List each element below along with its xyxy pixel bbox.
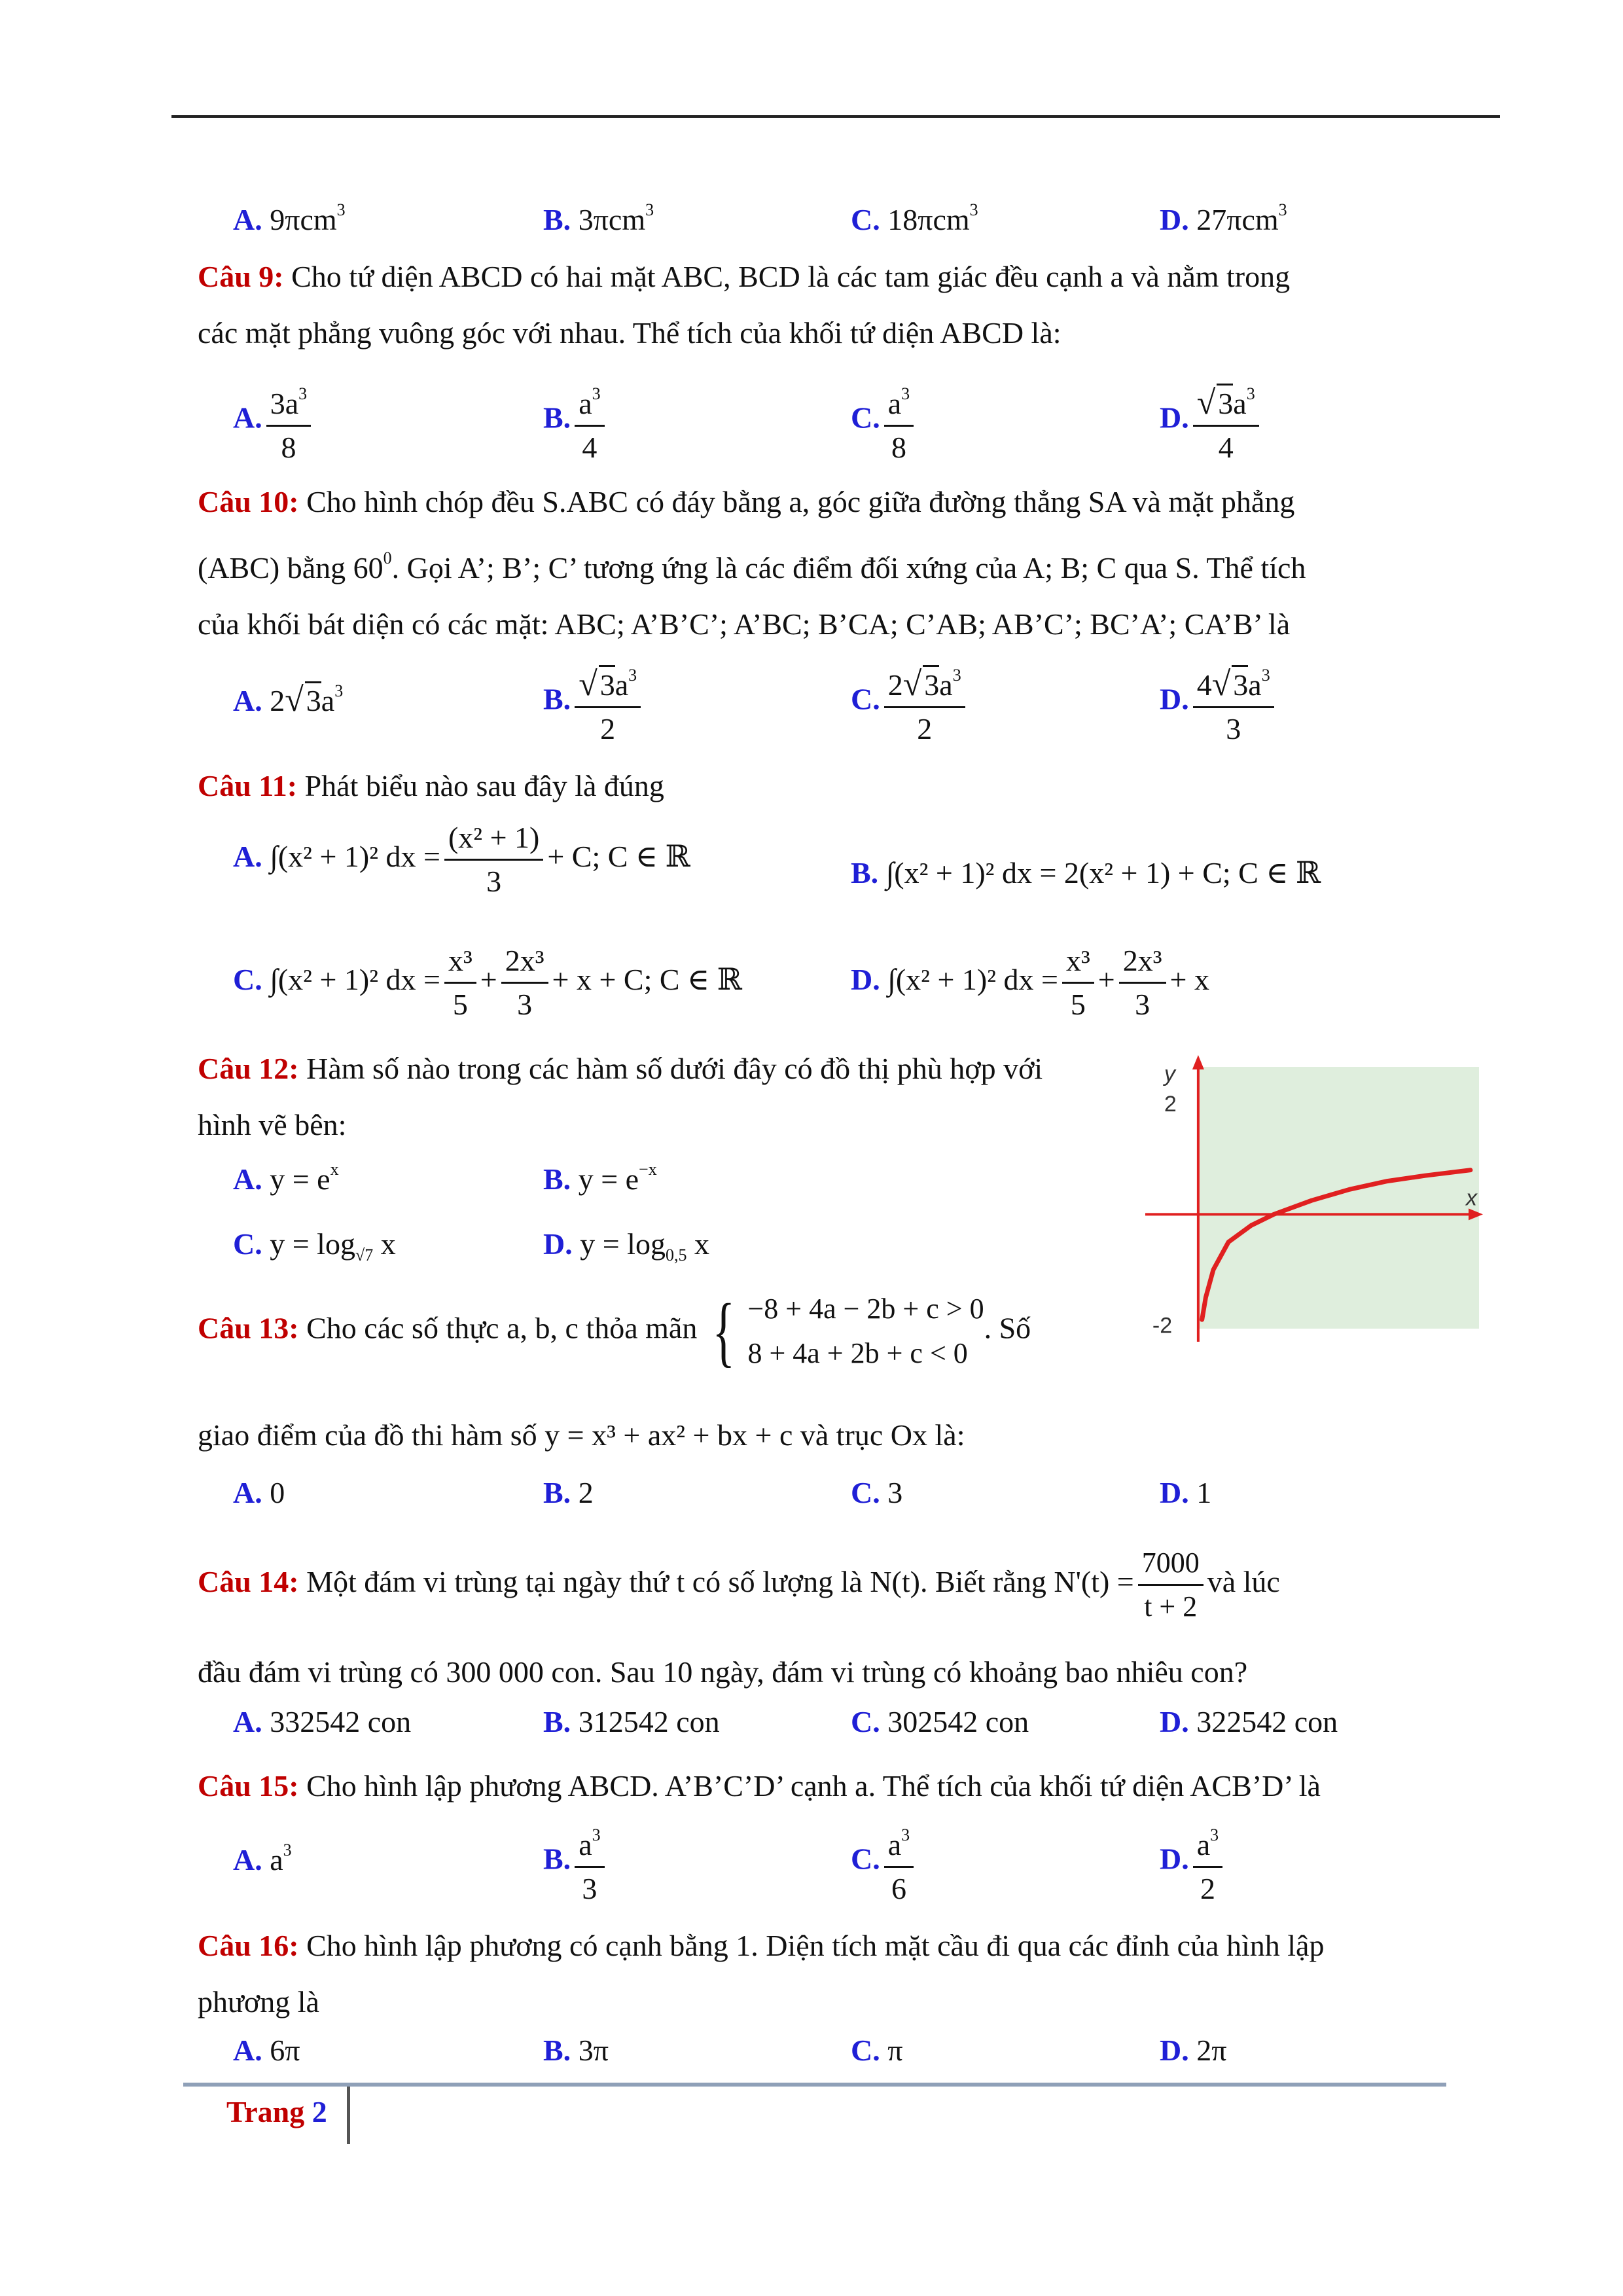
inequality-1: −8 + 4a − 2b + c > 0 [747, 1293, 984, 1325]
option-label: B. [543, 682, 571, 716]
denominator: 2 [1200, 1872, 1215, 1905]
option-value: 6π [270, 2034, 300, 2067]
q10-option-a[interactable] [233, 681, 343, 719]
option-label: B. [543, 1705, 571, 1738]
option-label: A. [233, 203, 262, 236]
question-label: Câu 10: [198, 485, 299, 518]
subscript: 0,5 [665, 1246, 687, 1265]
plot-background [1198, 1067, 1479, 1329]
q8-option-d[interactable] [1160, 200, 1287, 237]
q16-option-b[interactable] [543, 2033, 609, 2068]
tail: a [939, 668, 953, 702]
q11-option-a[interactable] [233, 819, 690, 900]
function-graph [1145, 1054, 1486, 1342]
exponent: 3 [1246, 384, 1255, 403]
option-label: D. [1160, 2034, 1189, 2067]
option-value: a [270, 1843, 283, 1876]
question-10 [198, 474, 1441, 653]
option-label: A. [233, 1476, 262, 1509]
fraction [1119, 942, 1166, 1023]
q8-option-b[interactable] [543, 200, 654, 237]
radicand: 3 [1217, 384, 1233, 422]
q12-option-d[interactable] [543, 1227, 709, 1265]
q9-option-d[interactable] [1160, 376, 1263, 466]
option-value: 2 [578, 1476, 594, 1509]
q8-option-a[interactable] [233, 200, 346, 237]
fraction [884, 1817, 914, 1907]
q13-option-a[interactable] [233, 1475, 285, 1510]
q14-option-a[interactable] [233, 1704, 411, 1739]
question-label: Câu 14: [198, 1565, 299, 1599]
q12-option-b[interactable] [543, 1160, 657, 1196]
page-word: Trang [226, 2095, 305, 2128]
option-value: 2π [1196, 2034, 1227, 2067]
page-digit: 2 [312, 2095, 327, 2128]
q10-option-d[interactable] [1160, 657, 1278, 747]
exponent: 3 [592, 1825, 601, 1844]
q9-line1 [198, 249, 1441, 305]
numerator: a [579, 1828, 592, 1861]
denominator: 5 [452, 988, 468, 1021]
denominator: 3 [517, 988, 533, 1021]
option-value: 302542 con [887, 1705, 1029, 1738]
integral: ∫(x² + 1)² dx = [885, 856, 1057, 889]
q13-option-b[interactable] [543, 1475, 594, 1510]
denominator: 5 [1070, 988, 1086, 1021]
option-value: y = e [270, 1162, 330, 1196]
numerator: 3a [270, 387, 299, 420]
fraction [1193, 376, 1259, 466]
numerator: x³ [444, 942, 476, 984]
rhs: 2(x² + 1) + C; C ∈ ℝ [1063, 856, 1321, 889]
question-15 [198, 1758, 1441, 1814]
denominator: 3 [486, 865, 502, 898]
q15-option-c[interactable] [851, 1817, 918, 1907]
radicand: 3 [599, 665, 615, 704]
y-axis-label: y [1164, 1062, 1175, 1086]
q15-option-b[interactable] [543, 1817, 609, 1907]
tail: a [321, 684, 335, 717]
exponent: 3 [283, 1840, 292, 1859]
numerator: a [887, 387, 902, 420]
q16-option-d[interactable] [1160, 2033, 1226, 2068]
numerator: 7000 [1138, 1545, 1204, 1586]
q13-option-c[interactable] [851, 1475, 902, 1510]
exponent: 3 [334, 681, 344, 700]
header-rule [171, 115, 1500, 118]
option-label: A. [233, 1705, 262, 1738]
option-label: C. [233, 963, 262, 997]
subscript: √7 [355, 1246, 374, 1265]
numerator: a [1196, 1828, 1211, 1861]
q10-option-b[interactable] [543, 657, 645, 747]
q16-line2: phương là [198, 1985, 319, 2018]
question-text: Cho hình lập phương có cạnh bằng 1. Diện tích mặt cầu đi qua các đỉnh của hình lập [306, 1929, 1325, 1962]
fraction [884, 376, 914, 466]
question-label: Câu 13: [198, 1311, 299, 1345]
fraction [1138, 1545, 1204, 1625]
option-value: 27πcm [1196, 203, 1279, 236]
option-value: 3πcm [578, 203, 646, 236]
question-text: Cho các số thực a, b, c thỏa mãn [306, 1311, 698, 1345]
option-label: D. [1160, 1476, 1189, 1509]
q10-line3: của khối bát diện có các mặt: ABC; A’B’C’; A’BC; B’CA; C’AB; AB’C’; BC’A’; CA’B’ là [198, 607, 1291, 641]
exponent: x [330, 1160, 339, 1179]
fraction [1193, 1817, 1222, 1907]
q11-option-c[interactable]: C. ∫(x² + 1)² dx = $\frac{\text{x³}}{5}$ + $\frac{\text{2x³}}{3}$ + x + C; C ∈ ℝ [233, 942, 742, 1023]
fraction [501, 942, 548, 1023]
page-number [226, 2094, 327, 2129]
tail: x [373, 1227, 396, 1261]
question-12 [198, 1041, 1140, 1153]
option-value: 1 [1196, 1476, 1212, 1509]
sqrt-icon: √ [285, 681, 304, 719]
option-label: C. [851, 1705, 880, 1738]
footer-separator [347, 2087, 350, 2144]
exponent: 3 [592, 384, 601, 403]
exponent: 3 [1261, 666, 1270, 685]
integral: ∫(x² + 1)² dx = [887, 963, 1058, 997]
option-value: π [887, 2034, 903, 2067]
option-label: A. [233, 1162, 262, 1196]
exponent: 3 [901, 384, 910, 403]
radicand: 3 [1232, 665, 1248, 704]
denominator: 3 [1226, 712, 1241, 745]
question-14 [198, 1545, 1441, 1625]
q13-option-d[interactable] [1160, 1475, 1211, 1510]
question-label: Câu 12: [198, 1052, 299, 1085]
option-label: D. [1160, 203, 1189, 236]
inequality-2: 8 + 4a + 2b + c < 0 [747, 1337, 968, 1369]
question-label: Câu 9: [198, 260, 284, 293]
option-value: 18πcm [887, 203, 970, 236]
option-label: D. [1160, 682, 1189, 716]
option-value: y = log [580, 1227, 666, 1261]
question-13 [198, 1287, 1153, 1376]
inequality-system [747, 1287, 984, 1376]
numerator: 2x³ [501, 942, 548, 984]
tail: a [1248, 668, 1262, 702]
fraction [1193, 657, 1274, 747]
x-axis-label: x [1466, 1185, 1477, 1211]
q12-line2: hình vẽ bên: [198, 1108, 347, 1141]
option-label: A. [233, 684, 262, 717]
question-text: . Số [984, 1311, 1031, 1345]
option-value: 3π [578, 2034, 609, 2067]
q14-line2: đầu đám vi trùng có 300 000 con. Sau 10 ngày, đám vi trùng có khoảng bao nhiêu con? [198, 1655, 1248, 1689]
fraction [444, 942, 476, 1023]
q8-option-c[interactable] [851, 200, 978, 237]
denominator: 8 [891, 431, 906, 464]
y-tick-label: 2 [1164, 1092, 1177, 1117]
tail: + C; C ∈ ℝ [547, 840, 690, 874]
fraction [575, 657, 641, 747]
option-label: B. [543, 203, 571, 236]
function: N'(t) = [1054, 1565, 1134, 1599]
exponent: 3 [298, 384, 308, 403]
footer-rule [183, 2083, 1446, 2087]
option-label: B. [543, 1162, 571, 1196]
q14-option-d[interactable] [1160, 1704, 1338, 1739]
sqrt-icon: √ [1211, 666, 1231, 703]
sqrt-icon: √ [902, 666, 922, 703]
q14-option-c[interactable] [851, 1704, 1029, 1739]
exponent: 3 [952, 666, 961, 685]
numerator: a [579, 387, 592, 420]
radicand: 3 [305, 681, 321, 718]
option-label: D. [1160, 401, 1189, 435]
denominator: 3 [1135, 988, 1150, 1021]
tail: x [687, 1227, 709, 1261]
question-text: Hàm số nào trong các hàm số dưới đây có đồ thị phù hợp với [306, 1052, 1043, 1085]
option-value: 3 [887, 1476, 903, 1509]
fraction [884, 657, 965, 747]
question-text: Phát biểu nào sau đây là đúng [304, 769, 664, 802]
text: . Gọi A’; B’; C’ tương ứng là các điểm đối xứng của A; B; C qua S. Thể tích [391, 551, 1306, 584]
option-label: D. [1160, 1842, 1189, 1876]
exponent: 3 [645, 200, 654, 219]
question-label: Câu 11: [198, 769, 298, 802]
sqrt-icon: √ [579, 666, 597, 703]
option-label: B. [543, 1842, 571, 1876]
q9-line2: các mặt phẳng vuông góc với nhau. Thể tích của khối tứ diện ABCD là: [198, 316, 1061, 350]
q9-option-a[interactable] [233, 376, 315, 466]
exponent: 3 [1278, 200, 1287, 219]
question-11 [198, 758, 1441, 814]
option-label: C. [851, 2034, 880, 2067]
option-label: C. [233, 1227, 262, 1261]
question-text: Cho hình chóp đều S.ABC có đáy bằng a, góc giữa đường thẳng SA và mặt phẳng [306, 485, 1295, 518]
option-label: C. [851, 401, 880, 435]
integral: ∫(x² + 1)² dx = [270, 840, 440, 874]
option-value: 322542 con [1196, 1705, 1338, 1738]
exponent: 3 [336, 200, 346, 219]
denominator: 4 [582, 431, 597, 464]
exponent: 3 [969, 200, 978, 219]
sqrt-icon: √ [1196, 384, 1216, 422]
numerator-tail: a [1233, 387, 1247, 420]
exponent: 3 [628, 666, 637, 685]
option-label: B. [851, 856, 879, 889]
question-text: và lúc [1207, 1565, 1280, 1599]
option-label: C. [851, 1842, 880, 1876]
coef: 2 [887, 668, 903, 702]
tail: a [615, 668, 629, 702]
option-label: B. [543, 2034, 571, 2067]
q10-line2 [198, 530, 1441, 596]
y-axis-arrow-icon [1192, 1055, 1204, 1069]
q11-option-b[interactable] [851, 855, 1321, 890]
fraction [1062, 942, 1094, 1023]
q12-option-a[interactable] [233, 1160, 339, 1196]
option-value: 332542 con [270, 1705, 412, 1738]
q16-option-a[interactable] [233, 2033, 300, 2068]
y-tick-label: -2 [1152, 1313, 1173, 1338]
option-value: 312542 con [578, 1705, 720, 1738]
denominator: 4 [1218, 431, 1234, 464]
q16-option-c[interactable] [851, 2033, 902, 2068]
question-label: Câu 16: [198, 1929, 299, 1962]
fraction [444, 819, 543, 900]
tail: + x [1169, 963, 1209, 997]
q10-line1 [198, 474, 1441, 530]
q11-option-d[interactable]: D. ∫(x² + 1)² dx = $\frac{\text{x³}}{5}$ + $\frac{\text{2x³}}{3}$ + x [851, 942, 1209, 1023]
q9-option-c[interactable] [851, 376, 918, 466]
exponent: −x [639, 1160, 657, 1179]
question-16 [198, 1918, 1441, 2030]
coef: 4 [1196, 668, 1212, 702]
fraction [575, 1817, 604, 1907]
question-text: Cho tứ diện ABCD có hai mặt ABC, BCD là các tam giác đều cạnh a và nằm trong [291, 260, 1291, 293]
option-label: B. [543, 401, 571, 435]
fraction [266, 376, 311, 466]
option-label: C. [851, 203, 880, 236]
question-9 [198, 249, 1441, 361]
numerator: x³ [1062, 942, 1094, 984]
q15-option-a[interactable] [233, 1840, 292, 1877]
q12-line1 [198, 1041, 1140, 1097]
option-value: y = e [578, 1162, 639, 1196]
exponent: 3 [901, 1825, 910, 1844]
question-text: Một đám vi trùng tại ngày thứ t có số lượng là N(t). Biết rằng [306, 1565, 1046, 1599]
brace-icon: { [712, 1287, 735, 1374]
option-label: D. [851, 963, 880, 997]
question-text: Cho hình lập phương ABCD. A’B’C’D’ cạnh a. Thể tích của khối tứ diện ACB’D’ là [306, 1769, 1321, 1803]
q12-option-c[interactable] [233, 1227, 396, 1265]
option-label: D. [1160, 1705, 1189, 1738]
q10-option-c[interactable] [851, 657, 969, 747]
numerator: (x² + 1) [444, 819, 543, 861]
option-label: A. [233, 401, 262, 435]
text: giao điểm của đồ thi hàm số [198, 1418, 537, 1452]
denominator: t + 2 [1144, 1590, 1198, 1623]
fraction [575, 376, 604, 466]
option-label: C. [851, 1476, 880, 1509]
function: y = x³ + ax² + bx + c [544, 1418, 793, 1452]
option-label: A. [233, 2034, 262, 2067]
option-label: C. [851, 682, 880, 716]
denominator: 2 [600, 712, 616, 745]
denominator: 3 [582, 1872, 597, 1905]
denominator: 6 [891, 1872, 906, 1905]
q13-line2 [198, 1407, 1441, 1463]
q9-option-b[interactable] [543, 376, 609, 466]
option-label: A. [233, 1843, 262, 1876]
denominator: 8 [281, 431, 296, 464]
option-value: 0 [270, 1476, 285, 1509]
option-label: A. [233, 840, 262, 874]
text: và trục Ox là: [800, 1418, 965, 1452]
option-value: 9πcm [270, 203, 337, 236]
numerator: a [887, 1828, 902, 1861]
q14-option-b[interactable] [543, 1704, 720, 1739]
text: (ABC) bằng 60 [198, 551, 383, 584]
radicand: 3 [923, 665, 939, 704]
option-value: y = log [270, 1227, 355, 1261]
question-label: Câu 15: [198, 1769, 299, 1803]
exponent: 3 [1210, 1825, 1219, 1844]
coef: 2 [270, 684, 285, 717]
q16-line1 [198, 1918, 1441, 1974]
q15-option-d[interactable] [1160, 1817, 1226, 1907]
integral: ∫(x² + 1)² dx = [270, 963, 440, 997]
denominator: 2 [917, 712, 933, 745]
tail: + x + C; C ∈ ℝ [552, 963, 742, 997]
degree: 0 [383, 548, 392, 567]
option-label: B. [543, 1476, 571, 1509]
numerator: 2x³ [1119, 942, 1166, 984]
option-label: D. [543, 1227, 573, 1261]
